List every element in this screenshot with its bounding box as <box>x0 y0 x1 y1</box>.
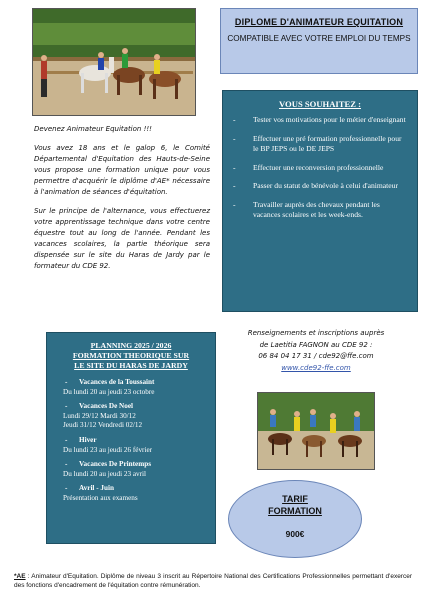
planning-session: - Hiver Du lundi 23 au jeudi 26 février <box>63 435 153 454</box>
page-title: DIPLOME D'ANIMATEUR EQUITATION <box>234 17 404 27</box>
list-item: - Travailler auprès des chevaux pendant les vacances scolaires et les week-ends. <box>233 199 380 219</box>
planning-box <box>46 332 216 544</box>
wishes-heading: VOUS SOUHAITEZ : <box>279 99 361 109</box>
wishes-box <box>222 90 418 312</box>
footnote-marker: *AE <box>14 573 26 580</box>
price-value: 900€ <box>285 529 305 539</box>
planning-session: - Vacances De Printemps Du lundi 20 au jeudi 23 avril <box>63 460 151 478</box>
wishes-list <box>233 115 407 221</box>
tarif-badge: TARIF FORMATION 900€ <box>228 480 362 558</box>
page-subtitle: COMPATIBLE AVEC VOTRE EMPLOI DU TEMPS <box>227 34 411 43</box>
diploma-title-box <box>220 8 418 74</box>
planning-session: - Avril - Juin Présentation aux examens <box>63 484 138 502</box>
footnote <box>14 572 412 590</box>
contact-phone-email[interactable]: 06 84 04 17 31 / cde92@ffe.com <box>258 352 374 360</box>
intro-text <box>34 124 210 280</box>
intro-paragraph: Vous avez 18 ans et le galop 6, le Comité Départemental d'Equitation des Hauts-de-Seine vous propose une formation unique pour vous permettre d'acquérir le diplôme d'AE* nécessaire à l'animation de séances d'équitation. <box>34 144 210 196</box>
planning-session: - Vacances De Noel Lundi 29/12 Mardi 30/12 Jeudi 31/12 Vendredi 02/12 <box>63 402 143 430</box>
group-horses-photo <box>257 392 375 470</box>
list-item: - Tester vos motivations pour le métier d'enseignant <box>233 115 406 124</box>
riders-arena-photo <box>32 8 196 116</box>
website-link[interactable]: www.cde92-ffe.com <box>281 363 351 372</box>
intro-headline: Devenez Animateur Equitation !!! <box>34 125 152 133</box>
list-item: - Passer du statut de bénévole à celui d'animateur <box>233 181 398 190</box>
list-item: - Effectuer une pré formation professionnelle pour le BP JEPS ou le DE JEPS <box>233 133 402 153</box>
intro-paragraph: Sur le principe de l'alternance, vous effectuerez votre apprentissage technique dans votre centre équestre tout au long de l'année. Pendant les vacances scolaires, la partie théorique sera dispensée sur le site du Haras de Jardy par le formateur du CDE 92. <box>34 207 210 270</box>
planning-heading: PLANNING 2025 / 2026 FORMATION THEORIQUE SUR LE SITE DU HARAS DE JARDY <box>72 341 190 370</box>
list-item: - Effectuer une reconversion professionnelle <box>233 162 384 172</box>
footnote-text: : Animateur d'Equitation. Diplôme de niveau 3 inscrit au Répertoire National des Certifications Professionnelles permettant d'exercer des fonctions d'encadrement de l'équitation contre rémunération. <box>14 573 412 589</box>
contact-info: Renseignements et inscriptions auprès de Laetitia FAGNON au CDE 92 : 06 84 04 17 31 / cde92@ffe.com www.cde92-ffe.com <box>222 328 410 374</box>
planning-session: - Vacances de la Toussaint Du lundi 20 au jeudi 23 octobre <box>63 378 155 396</box>
